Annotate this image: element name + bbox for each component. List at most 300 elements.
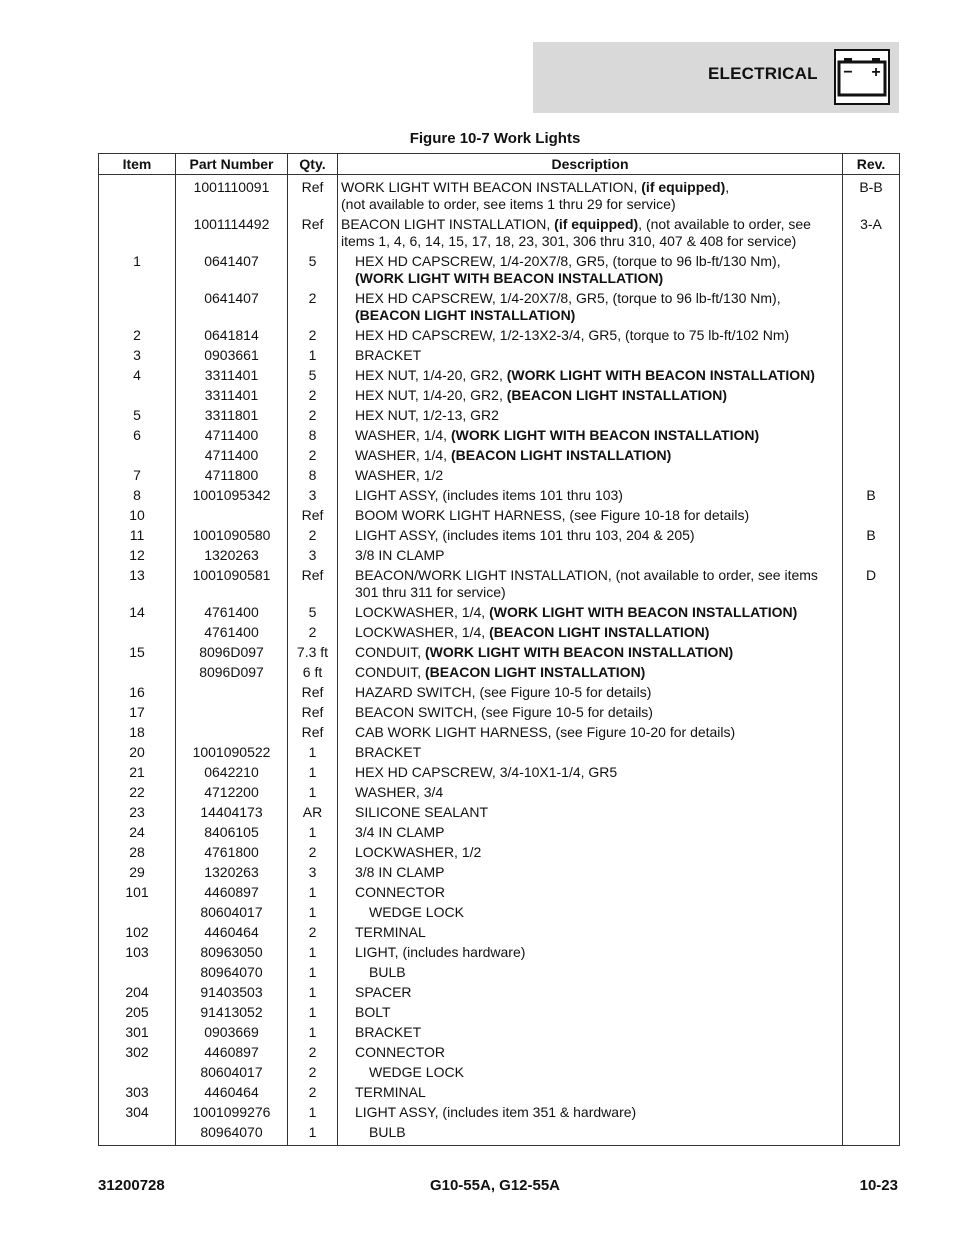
footer-model: G10-55A, G12-55A: [429, 1177, 561, 1194]
cell-description: [338, 386, 843, 406]
cell-rev: [843, 643, 900, 663]
description-bold-text: (WORK LIGHT WITH BEACON INSTALLATION): [355, 270, 664, 286]
cell-rev: [843, 546, 900, 566]
table-row: [99, 346, 900, 366]
cell-rev: [843, 506, 900, 526]
cell-rev: [843, 803, 900, 823]
cell-qty: 1: [288, 783, 338, 803]
cell-item: 29: [99, 863, 176, 883]
cell-item: 103: [99, 943, 176, 963]
description-bold-text: (BEACON LIGHT INSTALLATION): [450, 447, 672, 463]
cell-rev: [843, 683, 900, 703]
cell-qty: 8: [288, 466, 338, 486]
cell-description: [338, 623, 843, 643]
cell-description: [338, 663, 843, 683]
cell-qty: 6 ft: [288, 663, 338, 683]
column-header-qty: Qty.: [288, 154, 338, 175]
cell-item: 302: [99, 1043, 176, 1063]
description-text: HEX HD CAPSCREW, 1/4-20X7/8, GR5, (torque to 96 lb-ft/130 Nm),: [355, 253, 781, 269]
description-text: BULB: [369, 1124, 406, 1140]
description-text: ,: [725, 179, 730, 195]
cell-rev: [843, 446, 900, 466]
table-row: [99, 1063, 900, 1083]
cell-description: [338, 446, 843, 466]
cell-item: 28: [99, 843, 176, 863]
cell-rev: [843, 883, 900, 903]
description-text: BEACON LIGHT INSTALLATION,: [341, 216, 555, 232]
description-bold-text: (WORK LIGHT WITH BEACON INSTALLATION): [489, 604, 798, 620]
table-row: [99, 623, 900, 643]
cell-rev: [843, 1043, 900, 1063]
cell-description: [338, 1023, 843, 1043]
table-row: [99, 1043, 900, 1063]
cell-part-number: [176, 683, 288, 703]
cell-part-number: 80604017: [176, 903, 288, 923]
description-text: WASHER, 1/4,: [355, 447, 451, 463]
description-text: LOCKWASHER, 1/2: [355, 844, 482, 860]
battery-plus-sign: +: [871, 64, 881, 81]
column-header-item: Item: [99, 154, 176, 175]
cell-description: [338, 175, 843, 216]
description-bold-text: (BEACON LIGHT INSTALLATION): [355, 307, 576, 323]
table-row: [99, 1083, 900, 1103]
cell-rev: B: [843, 486, 900, 506]
cell-description: [338, 1123, 843, 1146]
cell-description: [338, 923, 843, 943]
cell-item: 301: [99, 1023, 176, 1043]
description-text: BRACKET: [355, 347, 422, 363]
description-text: HEX NUT, 1/2-13, GR2: [355, 407, 499, 423]
description-text: SILICONE SEALANT: [355, 804, 489, 820]
cell-item: 7: [99, 466, 176, 486]
cell-rev: [843, 406, 900, 426]
description-text: TERMINAL: [355, 924, 426, 940]
cell-part-number: 4460464: [176, 923, 288, 943]
column-header-rev: Rev.: [843, 154, 900, 175]
table-row: [99, 843, 900, 863]
cell-part-number: 8406105: [176, 823, 288, 843]
cell-qty: Ref: [288, 566, 338, 603]
cell-part-number: 1001095342: [176, 486, 288, 506]
battery-minus-sign: −: [843, 64, 853, 81]
cell-part-number: 3311801: [176, 406, 288, 426]
table-row: [99, 1023, 900, 1043]
cell-qty: 1: [288, 1123, 338, 1146]
cell-qty: Ref: [288, 215, 338, 252]
description-text: CONDUIT,: [355, 664, 425, 680]
cell-rev: [843, 923, 900, 943]
cell-description: [338, 406, 843, 426]
cell-part-number: 4711400: [176, 426, 288, 446]
cell-rev: [843, 1103, 900, 1123]
cell-rev: [843, 1123, 900, 1146]
cell-part-number: 1001114492: [176, 215, 288, 252]
cell-part-number: 1001099276: [176, 1103, 288, 1123]
table-row: [99, 466, 900, 486]
cell-part-number: 0641814: [176, 326, 288, 346]
cell-qty: Ref: [288, 723, 338, 743]
cell-description: [338, 783, 843, 803]
cell-description: [338, 943, 843, 963]
description-bold-text: (if equipped): [554, 216, 639, 232]
cell-part-number: 4711800: [176, 466, 288, 486]
table-row: [99, 983, 900, 1003]
table-row: [99, 643, 900, 663]
description-text: CONDUIT,: [355, 644, 425, 660]
section-title: ELECTRICAL: [708, 64, 818, 83]
cell-part-number: 4712200: [176, 783, 288, 803]
table-row: [99, 803, 900, 823]
description-bold-text: (BEACON LIGHT INSTALLATION): [425, 664, 646, 680]
description-text: CONNECTOR: [355, 884, 445, 900]
table-row: [99, 526, 900, 546]
description-text: 3/8 IN CLAMP: [355, 547, 445, 563]
description-text: WASHER, 1/4,: [355, 427, 451, 443]
cell-description: [338, 486, 843, 506]
cell-qty: 3: [288, 486, 338, 506]
cell-description: [338, 546, 843, 566]
cell-item: 8: [99, 486, 176, 506]
description-text: BEACON/WORK LIGHT INSTALLATION, (not available to order, see items 301 thru 311 for service): [355, 567, 818, 600]
cell-item: [99, 289, 176, 326]
table-row: [99, 566, 900, 603]
cell-item: [99, 446, 176, 466]
cell-qty: 1: [288, 903, 338, 923]
cell-qty: 1: [288, 963, 338, 983]
cell-description: [338, 643, 843, 663]
cell-qty: 5: [288, 366, 338, 386]
table-row: [99, 426, 900, 446]
cell-part-number: 0903661: [176, 346, 288, 366]
cell-item: 204: [99, 983, 176, 1003]
cell-qty: 2: [288, 326, 338, 346]
table-row: [99, 366, 900, 386]
cell-description: [338, 252, 843, 289]
cell-part-number: 80963050: [176, 943, 288, 963]
description-bold-text: (if equipped): [641, 179, 726, 195]
cell-item: [99, 386, 176, 406]
cell-item: 18: [99, 723, 176, 743]
table-row: [99, 215, 900, 252]
table-row: [99, 326, 900, 346]
table-row: [99, 763, 900, 783]
cell-description: [338, 526, 843, 546]
cell-item: 24: [99, 823, 176, 843]
cell-rev: [843, 743, 900, 763]
cell-qty: 2: [288, 1063, 338, 1083]
cell-rev: [843, 983, 900, 1003]
table-row: [99, 923, 900, 943]
battery-icon: [834, 49, 890, 105]
cell-part-number: 0642210: [176, 763, 288, 783]
cell-part-number: 4761800: [176, 843, 288, 863]
cell-description: [338, 1063, 843, 1083]
cell-qty: 2: [288, 1083, 338, 1103]
cell-qty: 2: [288, 843, 338, 863]
cell-item: 102: [99, 923, 176, 943]
column-header-description: Description: [338, 154, 843, 175]
cell-rev: 3-A: [843, 215, 900, 252]
cell-qty: 2: [288, 623, 338, 643]
cell-rev: [843, 366, 900, 386]
cell-part-number: [176, 703, 288, 723]
table-row: [99, 663, 900, 683]
cell-description: [338, 963, 843, 983]
cell-rev: [843, 603, 900, 623]
cell-part-number: 4460897: [176, 1043, 288, 1063]
cell-part-number: 8096D097: [176, 663, 288, 683]
cell-description: [338, 1103, 843, 1123]
cell-item: 23: [99, 803, 176, 823]
cell-description: [338, 603, 843, 623]
cell-rev: B-B: [843, 175, 900, 216]
description-bold-text: (WORK LIGHT WITH BEACON INSTALLATION): [450, 427, 760, 443]
cell-description: [338, 703, 843, 723]
description-text: HEX HD CAPSCREW, 1/4-20X7/8, GR5, (torque to 96 lb-ft/130 Nm),: [355, 290, 781, 306]
table-row: [99, 1103, 900, 1123]
table-row: [99, 175, 900, 216]
description-text: WASHER, 3/4: [355, 784, 444, 800]
description-text: CONNECTOR: [355, 1044, 445, 1060]
description-bold-text: (WORK LIGHT WITH BEACON INSTALLATION): [506, 367, 815, 383]
cell-qty: 2: [288, 526, 338, 546]
table-row: [99, 603, 900, 623]
table-row: [99, 486, 900, 506]
table-row: [99, 903, 900, 923]
table-row: [99, 289, 900, 326]
cell-part-number: 91413052: [176, 1003, 288, 1023]
cell-rev: [843, 289, 900, 326]
table-row: [99, 683, 900, 703]
cell-qty: 8: [288, 426, 338, 446]
cell-qty: 2: [288, 1043, 338, 1063]
cell-part-number: 80604017: [176, 1063, 288, 1083]
description-text: SPACER: [355, 984, 412, 1000]
cell-qty: 1: [288, 983, 338, 1003]
cell-qty: 3: [288, 863, 338, 883]
cell-description: [338, 843, 843, 863]
parts-table-body: [99, 175, 900, 1146]
table-row: [99, 446, 900, 466]
cell-rev: [843, 346, 900, 366]
cell-part-number: 0903669: [176, 1023, 288, 1043]
cell-item: [99, 175, 176, 216]
description-bold-text: (BEACON LIGHT INSTALLATION): [489, 624, 710, 640]
cell-part-number: [176, 506, 288, 526]
cell-description: [338, 803, 843, 823]
description-text: LOCKWASHER, 1/4,: [355, 624, 490, 640]
table-row: [99, 703, 900, 723]
cell-description: [338, 863, 843, 883]
cell-part-number: 0641407: [176, 289, 288, 326]
cell-rev: [843, 1023, 900, 1043]
cell-description: [338, 366, 843, 386]
cell-item: [99, 903, 176, 923]
table-row: [99, 1003, 900, 1023]
description-text: 3/4 IN CLAMP: [355, 824, 445, 840]
cell-description: [338, 326, 843, 346]
cell-qty: 1: [288, 1023, 338, 1043]
table-row: [99, 883, 900, 903]
cell-qty: 2: [288, 446, 338, 466]
cell-qty: 1: [288, 763, 338, 783]
cell-rev: D: [843, 566, 900, 603]
cell-part-number: 1320263: [176, 863, 288, 883]
cell-qty: 7.3 ft: [288, 643, 338, 663]
description-text: BRACKET: [355, 1024, 422, 1040]
cell-rev: [843, 1083, 900, 1103]
cell-item: 2: [99, 326, 176, 346]
description-text: LIGHT ASSY, (includes items 101 thru 103, 204 & 205): [355, 527, 695, 543]
table-row: [99, 823, 900, 843]
cell-rev: [843, 426, 900, 446]
cell-description: [338, 883, 843, 903]
cell-qty: Ref: [288, 175, 338, 216]
column-header-part-number: Part Number: [176, 154, 288, 175]
description-text: BOLT: [355, 1004, 391, 1020]
cell-qty: 1: [288, 346, 338, 366]
cell-rev: [843, 963, 900, 983]
cell-item: 5: [99, 406, 176, 426]
cell-part-number: 1001090580: [176, 526, 288, 546]
cell-item: 304: [99, 1103, 176, 1123]
cell-item: 10: [99, 506, 176, 526]
cell-qty: Ref: [288, 683, 338, 703]
cell-rev: B: [843, 526, 900, 546]
cell-description: [338, 763, 843, 783]
description-text: CAB WORK LIGHT HARNESS, (see Figure 10-20 for details): [355, 724, 736, 740]
cell-qty: 2: [288, 386, 338, 406]
cell-description: [338, 426, 843, 446]
table-row: [99, 743, 900, 763]
cell-rev: [843, 863, 900, 883]
description-text: LIGHT, (includes hardware): [355, 944, 526, 960]
table-row: [99, 252, 900, 289]
cell-part-number: 91403503: [176, 983, 288, 1003]
cell-part-number: 3311401: [176, 366, 288, 386]
parts-table: [98, 153, 900, 1146]
cell-rev: [843, 763, 900, 783]
cell-description: [338, 289, 843, 326]
description-text: TERMINAL: [355, 1084, 426, 1100]
cell-part-number: 80964070: [176, 963, 288, 983]
cell-item: 1: [99, 252, 176, 289]
cell-item: [99, 1123, 176, 1146]
cell-rev: [843, 386, 900, 406]
cell-item: 12: [99, 546, 176, 566]
cell-item: 14: [99, 603, 176, 623]
cell-description: [338, 983, 843, 1003]
cell-part-number: 3311401: [176, 386, 288, 406]
cell-rev: [843, 703, 900, 723]
table-row: [99, 783, 900, 803]
cell-qty: 5: [288, 603, 338, 623]
cell-description: [338, 683, 843, 703]
cell-part-number: 8096D097: [176, 643, 288, 663]
cell-item: 22: [99, 783, 176, 803]
cell-description: [338, 215, 843, 252]
description-text: WASHER, 1/2: [355, 467, 444, 483]
description-text: , (not available to order, see items 1, 4, 6, 14, 15, 17, 18, 23, 301, 306 thru 310, 407 & 408 for service): [341, 216, 811, 249]
cell-description: [338, 743, 843, 763]
footer-page-number: 10-23: [859, 1177, 898, 1194]
cell-rev: [843, 252, 900, 289]
description-bold-text: (WORK LIGHT WITH BEACON INSTALLATION): [425, 644, 734, 660]
cell-item: [99, 215, 176, 252]
cell-qty: 1: [288, 1103, 338, 1123]
cell-description: [338, 823, 843, 843]
cell-rev: [843, 466, 900, 486]
cell-part-number: 1001090522: [176, 743, 288, 763]
cell-item: 15: [99, 643, 176, 663]
cell-item: 11: [99, 526, 176, 546]
cell-description: [338, 723, 843, 743]
cell-item: [99, 963, 176, 983]
cell-rev: [843, 1003, 900, 1023]
cell-item: [99, 623, 176, 643]
description-text: LIGHT ASSY, (includes items 101 thru 103): [355, 487, 623, 503]
cell-qty: AR: [288, 803, 338, 823]
cell-description: [338, 1083, 843, 1103]
cell-rev: [843, 1063, 900, 1083]
cell-item: 101: [99, 883, 176, 903]
description-text: WEDGE LOCK: [369, 1064, 464, 1080]
figure-title: Figure 10-7 Work Lights: [409, 130, 581, 147]
cell-item: 17: [99, 703, 176, 723]
cell-description: [338, 346, 843, 366]
cell-rev: [843, 326, 900, 346]
cell-part-number: 1001090581: [176, 566, 288, 603]
cell-rev: [843, 783, 900, 803]
table-row: [99, 546, 900, 566]
cell-part-number: 14404173: [176, 803, 288, 823]
cell-part-number: 0641407: [176, 252, 288, 289]
cell-description: [338, 566, 843, 603]
table-row: [99, 506, 900, 526]
footer-doc-number: 31200728: [98, 1177, 165, 1194]
cell-part-number: 1001110091: [176, 175, 288, 216]
cell-rev: [843, 823, 900, 843]
cell-qty: 1: [288, 743, 338, 763]
cell-qty: 1: [288, 883, 338, 903]
cell-qty: Ref: [288, 703, 338, 723]
cell-part-number: 80964070: [176, 1123, 288, 1146]
cell-description: [338, 903, 843, 923]
table-row: [99, 406, 900, 426]
cell-rev: [843, 843, 900, 863]
table-header-row: [99, 154, 900, 175]
cell-rev: [843, 903, 900, 923]
table-row: [99, 943, 900, 963]
cell-qty: 2: [288, 923, 338, 943]
description-text: WORK LIGHT WITH BEACON INSTALLATION,: [341, 179, 642, 195]
cell-qty: 2: [288, 289, 338, 326]
cell-part-number: 4761400: [176, 603, 288, 623]
description-text: HAZARD SWITCH, (see Figure 10-5 for details): [355, 684, 652, 700]
cell-item: 3: [99, 346, 176, 366]
cell-part-number: 4711400: [176, 446, 288, 466]
table-row: [99, 863, 900, 883]
cell-qty: 1: [288, 943, 338, 963]
description-text: HEX NUT, 1/4-20, GR2,: [355, 367, 507, 383]
cell-item: 20: [99, 743, 176, 763]
cell-qty: Ref: [288, 506, 338, 526]
cell-description: [338, 1003, 843, 1023]
table-row: [99, 963, 900, 983]
description-text: WEDGE LOCK: [369, 904, 464, 920]
cell-rev: [843, 723, 900, 743]
cell-rev: [843, 663, 900, 683]
